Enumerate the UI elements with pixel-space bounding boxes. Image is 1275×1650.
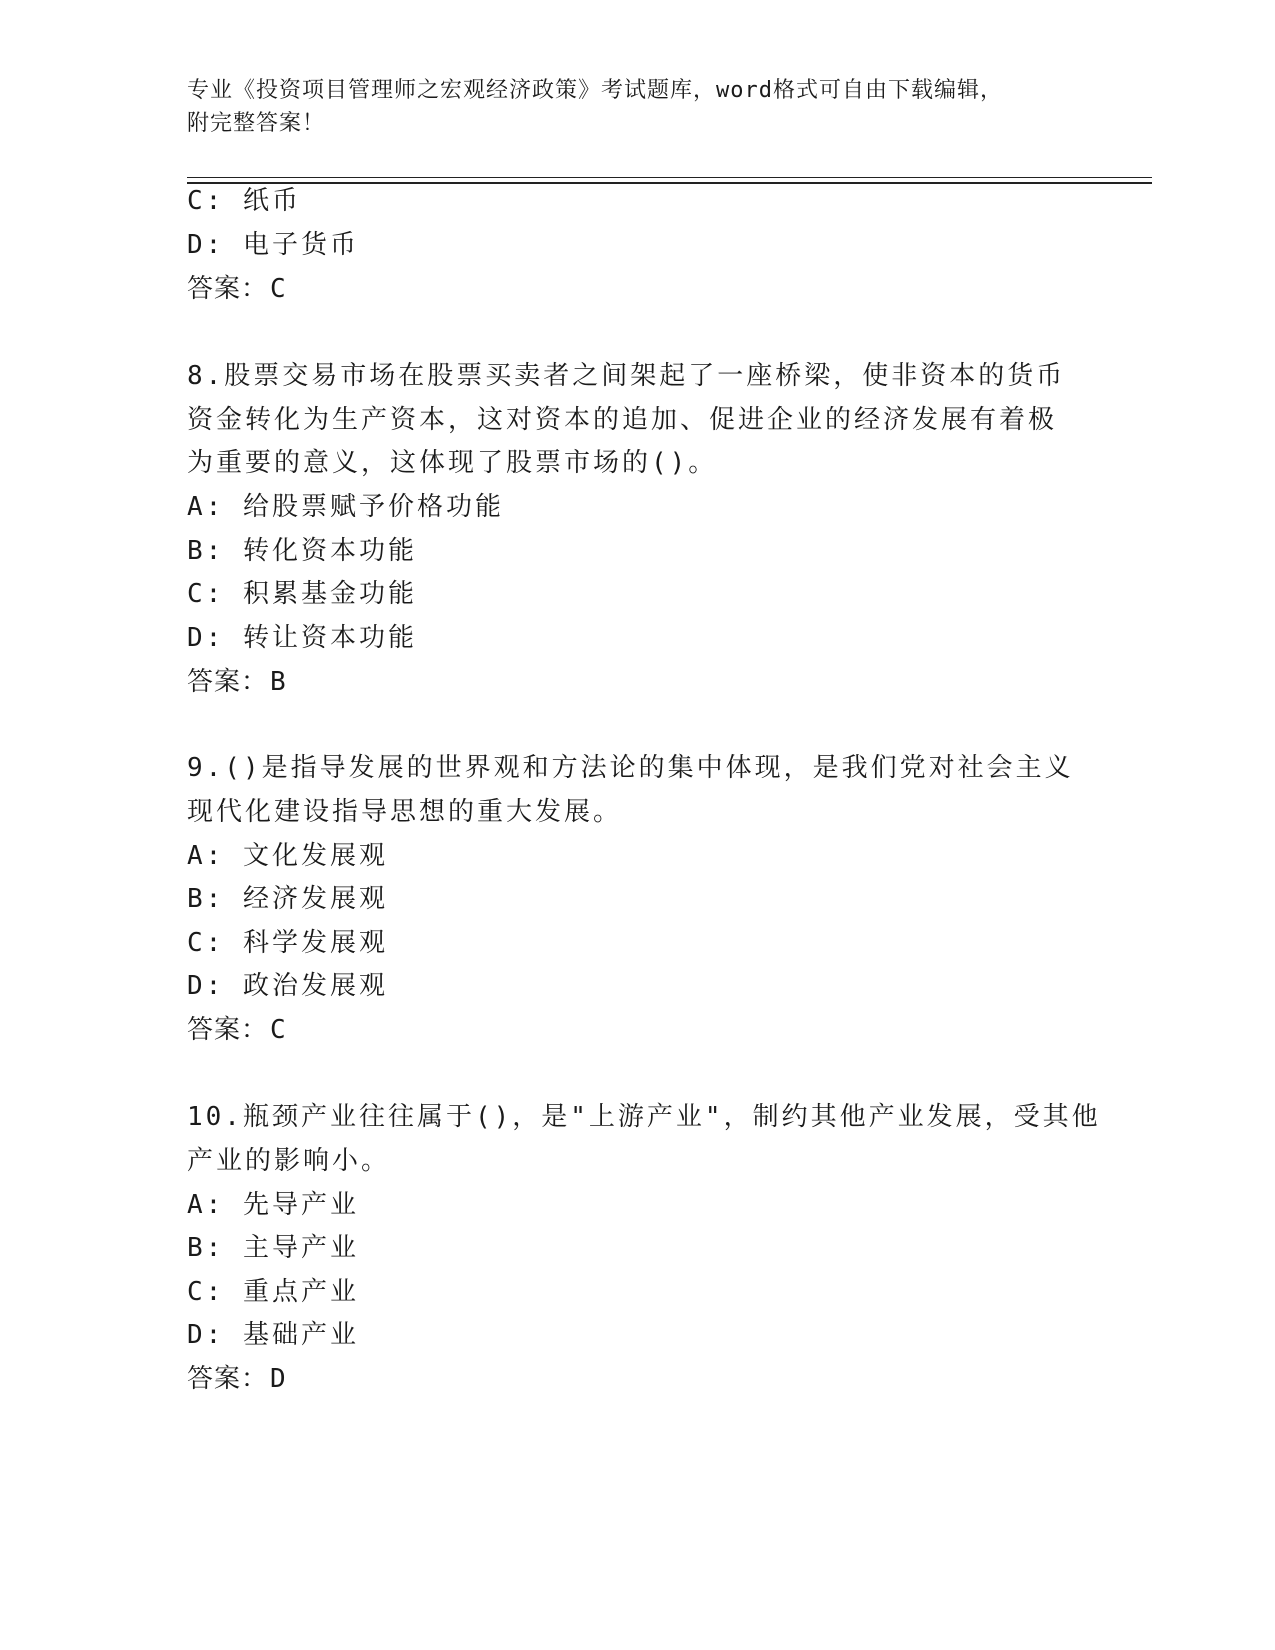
option-c: C: 纸币 — [187, 186, 301, 216]
question-8-stem-line-2: 资金转化为生产资本，这对资本的追加、促进企业的经济发展有着极 — [187, 405, 1058, 435]
answer-label: 答案： — [187, 1364, 269, 1394]
question-9-stem-line-2: 现代化建设指导思想的重大发展。 — [187, 797, 623, 827]
question-10-answer — [187, 1364, 287, 1394]
question-9-option-c: C: 科学发展观 — [187, 928, 388, 958]
header-line-2: 附完整答案！ — [187, 111, 326, 136]
question-8-option-b: B: 转化资本功能 — [187, 536, 417, 566]
question-10-option-a: A: 先导产业 — [187, 1190, 359, 1220]
question-8-stem-line-3: 为重要的意义，这体现了股票市场的()。 — [187, 448, 718, 478]
document-header — [187, 74, 1067, 140]
answer-label: 答案： — [187, 274, 269, 304]
question-8-stem-line-1: 8.股票交易市场在股票买卖者之间架起了一座桥梁，使非资本的货币 — [187, 361, 1066, 391]
question-9-answer — [187, 1015, 287, 1045]
question-10-stem-line-1: 10.瓶颈产业往往属于()，是"上游产业"，制约其他产业发展，受其他 — [187, 1102, 1101, 1132]
question-8-option-a: A: 给股票赋予价格功能 — [187, 492, 504, 522]
question-8-option-c: C: 积累基金功能 — [187, 579, 417, 609]
answer-label: 答案： — [187, 667, 269, 697]
question-9-option-d: D: 政治发展观 — [187, 971, 388, 1001]
answer-value: D — [270, 1364, 287, 1394]
question-10-stem-line-2: 产业的影响小。 — [187, 1146, 391, 1176]
question-9-stem-line-1: 9.()是指导发展的世界观和方法论的集中体现，是我们党对社会主义 — [187, 753, 1074, 783]
question-8-answer — [187, 667, 287, 697]
answer-value: B — [270, 667, 287, 697]
header-divider-top — [187, 177, 1152, 178]
question-8-option-d: D: 转让资本功能 — [187, 623, 417, 653]
question-10-option-d: D: 基础产业 — [187, 1320, 359, 1350]
header-divider-bottom — [187, 182, 1152, 184]
question-9-option-a: A: 文化发展观 — [187, 841, 388, 871]
answer-line — [187, 274, 287, 304]
answer-label: 答案： — [187, 1015, 269, 1045]
answer-value: C — [270, 1015, 287, 1045]
option-d: D: 电子货币 — [187, 230, 359, 260]
question-9-option-b: B: 经济发展观 — [187, 884, 388, 914]
question-10-option-b: B: 主导产业 — [187, 1233, 359, 1263]
header-line-1: 专业《投资项目管理师之宏观经济政策》考试题库，word格式可自由下载编辑， — [187, 78, 1003, 103]
question-10-option-c: C: 重点产业 — [187, 1277, 359, 1307]
answer-value: C — [270, 274, 287, 304]
